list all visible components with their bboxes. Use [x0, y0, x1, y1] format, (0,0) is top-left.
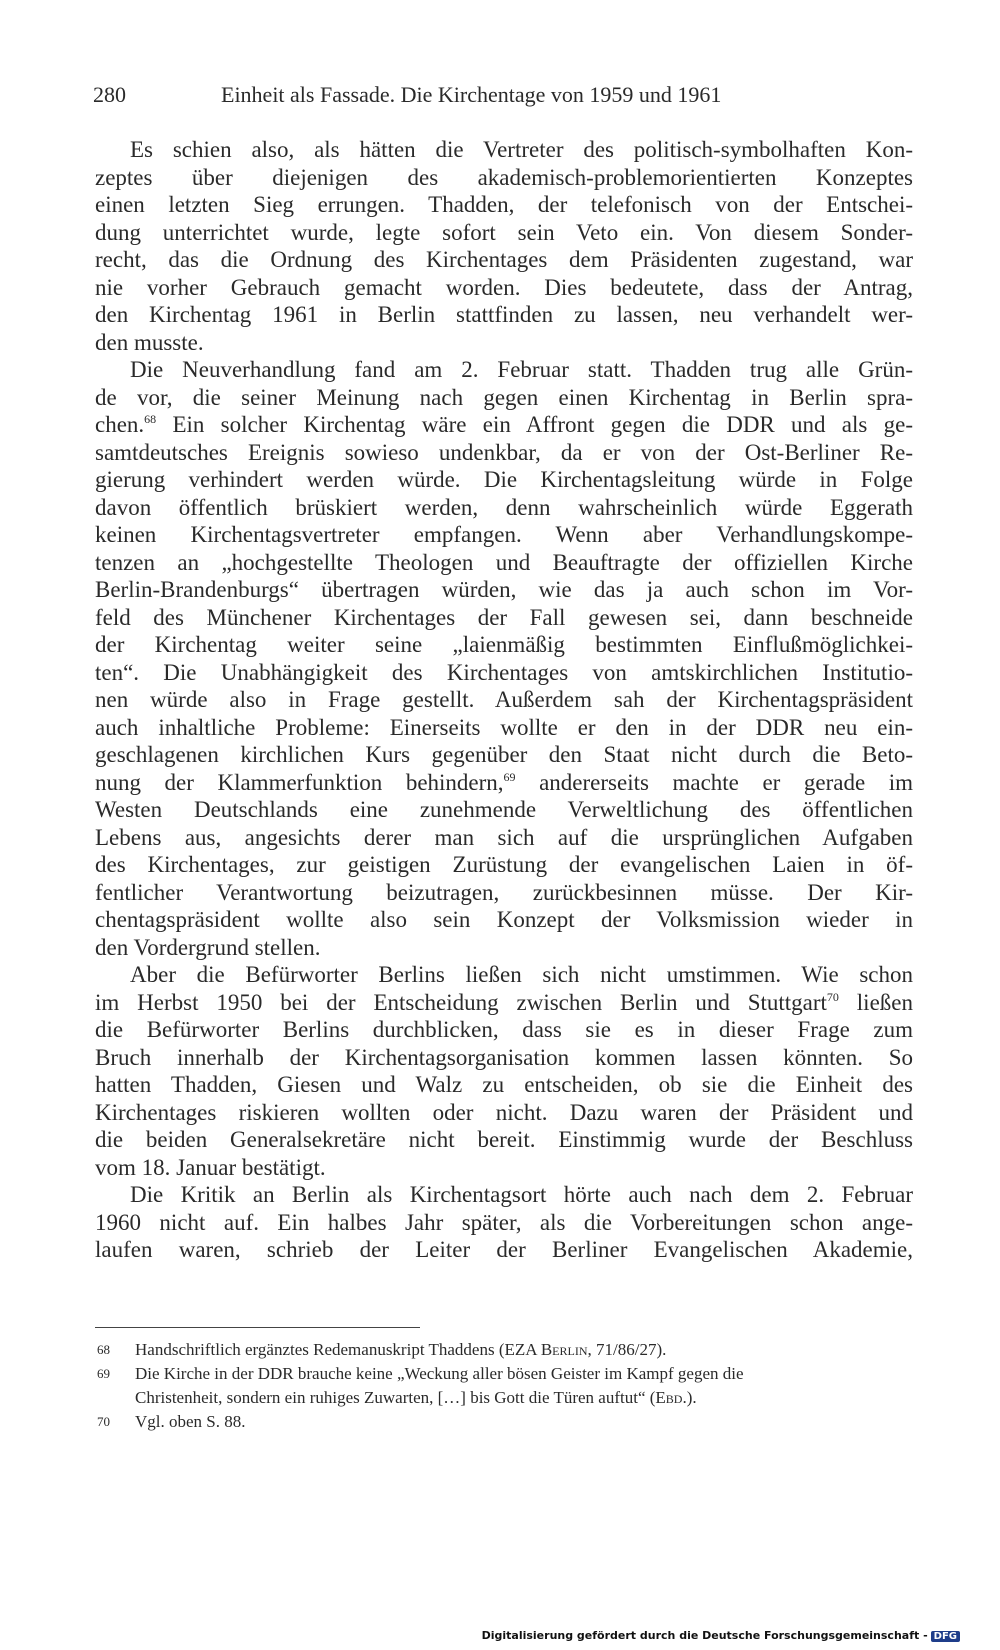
body-text: [95, 136, 913, 1264]
text-segment: Ein solcher Kirchentag wäre ein Affront gegen die DDR und als ge-: [156, 412, 913, 437]
footnote-number: 68: [97, 1342, 110, 1357]
text-line: geschlagenen kirchlichen Kurs gegenüber den Staat nicht durch die Beto-: [95, 742, 913, 767]
text-line: den musste.: [95, 329, 204, 355]
footnotes: [95, 1338, 913, 1434]
running-title: Einheit als Fassade. Die Kirchentage von 1959 und 1961: [221, 82, 722, 107]
footnote-number: 69: [97, 1366, 110, 1381]
footnote-text-segment: ).: [686, 1388, 697, 1407]
text-line: laufen waren, schrieb der Leiter der Berliner Evangelischen Akademie,: [95, 1237, 913, 1262]
digitization-credit: [482, 1629, 960, 1642]
text-line: Es schien also, als hätten die Vertreter des politisch-symbolhaften Kon-: [130, 137, 913, 162]
text-line: chentagspräsident wollte also sein Konzept der Volksmission wieder in: [95, 907, 913, 932]
text-line: Aber die Befürworter Berlins ließen sich nicht umstimmen. Wie schon: [130, 962, 913, 987]
footnote-text: [135, 1338, 913, 1362]
text-line: [95, 989, 913, 1017]
text-line: den Vordergrund stellen.: [95, 934, 321, 960]
text-line: [95, 411, 913, 439]
text-segment: ließen: [838, 989, 913, 1015]
text-segment: chen.: [95, 412, 145, 437]
footnote-line: [135, 1386, 913, 1410]
text-line: Die Neuverhandlung fand am 2. Februar statt. Thadden trug alle Grün-: [130, 357, 913, 382]
text-line: Bruch innerhalb der Kirchentagsorganisation kommen lassen könnten. So: [95, 1044, 913, 1070]
footnote-divider: [95, 1327, 420, 1328]
running-header: [93, 80, 908, 110]
text-line: [95, 769, 913, 797]
text-segment: andererseits machte er gerade im: [515, 769, 913, 795]
text-line: zeptes über diejenigen des akademisch-problemorientierten Konzeptes: [95, 164, 913, 190]
text-line: die Befürworter Berlins durchblicken, dass sie es in dieser Frage zum: [95, 1017, 913, 1042]
footnote-number: 70: [97, 1414, 110, 1429]
text-segment: im Herbst 1950 bei der Entscheidung zwischen Berlin und Stuttgart: [95, 989, 827, 1015]
text-line: vom 18. Januar bestätigt.: [95, 1154, 326, 1180]
text-line: Lebens aus, angesichts derer man sich auf die ursprünglichen Aufgaben: [95, 824, 913, 850]
text-line: keinen Kirchentagsvertreter empfangen. Wenn aber Verhandlungskompe-: [95, 522, 913, 547]
text-line: davon öffentlich brüskiert werden, denn wahrscheinlich würde Eggerath: [95, 494, 913, 520]
footnote-ref-70[interactable]: 70: [826, 989, 839, 1004]
text-line: Kirchentages riskieren wollten oder nicht. Dazu waren der Präsident und: [95, 1099, 913, 1125]
footnote-text: Vgl. oben S. 88.: [135, 1412, 246, 1431]
text-line: samtdeutsches Ereignis sowieso undenkbar, da er von der Ost-Berliner Re-: [95, 439, 913, 465]
credit-text: Digitalisierung gefördert durch die Deutsche Forschungsgemeinschaft -: [481, 1629, 928, 1642]
footnote-text-segment: Handschriftlich ergänztes Redemanuskript Thaddens (EZA: [135, 1340, 541, 1359]
text-line: dung unterrichtet wurde, legte sofort sein Veto ein. Von diesem Sonder-: [95, 219, 913, 245]
text-line: die beiden Generalsekretäre nicht bereit. Einstimmig wurde der Beschluss: [95, 1127, 913, 1152]
footnote-68: [95, 1338, 913, 1362]
text-line: gierung verhindert werden würde. Die Kirchentagsleitung würde in Folge: [95, 467, 913, 492]
text-line: nie vorher Gebrauch gemacht worden. Dies bedeutete, dass der Antrag,: [95, 274, 913, 300]
footnote-text-segment: , 71/86/27).: [587, 1340, 667, 1359]
footnote-text-segment: Christenheit, sondern ein ruhiges Zuwarten, […] bis Gott die Türen auftut“ (: [135, 1388, 656, 1407]
text-line: Berlin-Brandenburgs“ übertragen würden, wie das ja auch schon im Vor-: [95, 577, 913, 602]
text-line: tenzen an „hochgestellte Theologen und Beauftragte der offiziellen Kirche: [95, 549, 913, 575]
text-line: Westen Deutschlands eine zunehmende Verweltlichung des öffentlichen: [95, 797, 913, 822]
text-line: 1960 nicht auf. Ein halbes Jahr später, als die Vorbereitungen schon ange-: [95, 1209, 913, 1235]
text-line: den Kirchentag 1961 in Berlin stattfinden zu lassen, neu verhandelt wer-: [95, 302, 913, 327]
text-line: des Kirchentages, zur geistigen Zurüstung der evangelischen Laien in öf-: [95, 852, 913, 877]
text-line: de vor, die seiner Meinung nach gegen einen Kirchentag in Berlin spra-: [95, 384, 913, 410]
footnote-smallcaps: Berlin: [540, 1340, 588, 1359]
text-line: hatten Thadden, Giesen und Walz zu entscheiden, ob sie die Einheit des: [95, 1072, 913, 1097]
text-line: der Kirchentag weiter seine „laienmäßig bestimmten Einflußmöglichkei-: [95, 632, 913, 657]
footnote-line: Die Kirche in der DDR brauche keine „Weckung aller bösen Geister im Kampf gegen die: [135, 1364, 744, 1383]
text-line: nen würde also in Frage gestellt. Außerdem sah der Kirchentagspräsident: [95, 687, 913, 712]
text-line: recht, das die Ordnung des Kirchentages dem Präsidenten zugestand, war: [95, 247, 913, 272]
text-line: ten“. Die Unabhängigkeit des Kirchentages von amtskirchlichen Institutio-: [95, 659, 913, 685]
text-segment: nung der Klammerfunktion behindern,: [95, 769, 504, 795]
text-line: feld des Münchener Kirchentages der Fall gewesen sei, dann beschneide: [95, 604, 913, 630]
page-number: 280: [93, 82, 126, 107]
text-line: einen letzten Sieg errungen. Thadden, der telefonisch von der Entschei-: [95, 192, 913, 217]
text-line: fentlicher Verantwortung beizutragen, zurückbesinnen müsse. Der Kir-: [95, 879, 913, 905]
footnote-ref-69[interactable]: 69: [503, 769, 516, 784]
footnote-ref-68[interactable]: 68: [144, 412, 157, 426]
text-line: auch inhaltliche Probleme: Einerseits wollte er den in der DDR neu ein-: [95, 714, 913, 740]
dfg-logo-icon: DFG: [931, 1631, 960, 1642]
footnote-69: [95, 1362, 913, 1410]
text-line: Die Kritik an Berlin als Kirchentagsort hörte auch nach dem 2. Februar: [130, 1182, 913, 1207]
footnote-smallcaps: Ebd.: [655, 1388, 687, 1407]
footnote-70: [95, 1410, 913, 1434]
